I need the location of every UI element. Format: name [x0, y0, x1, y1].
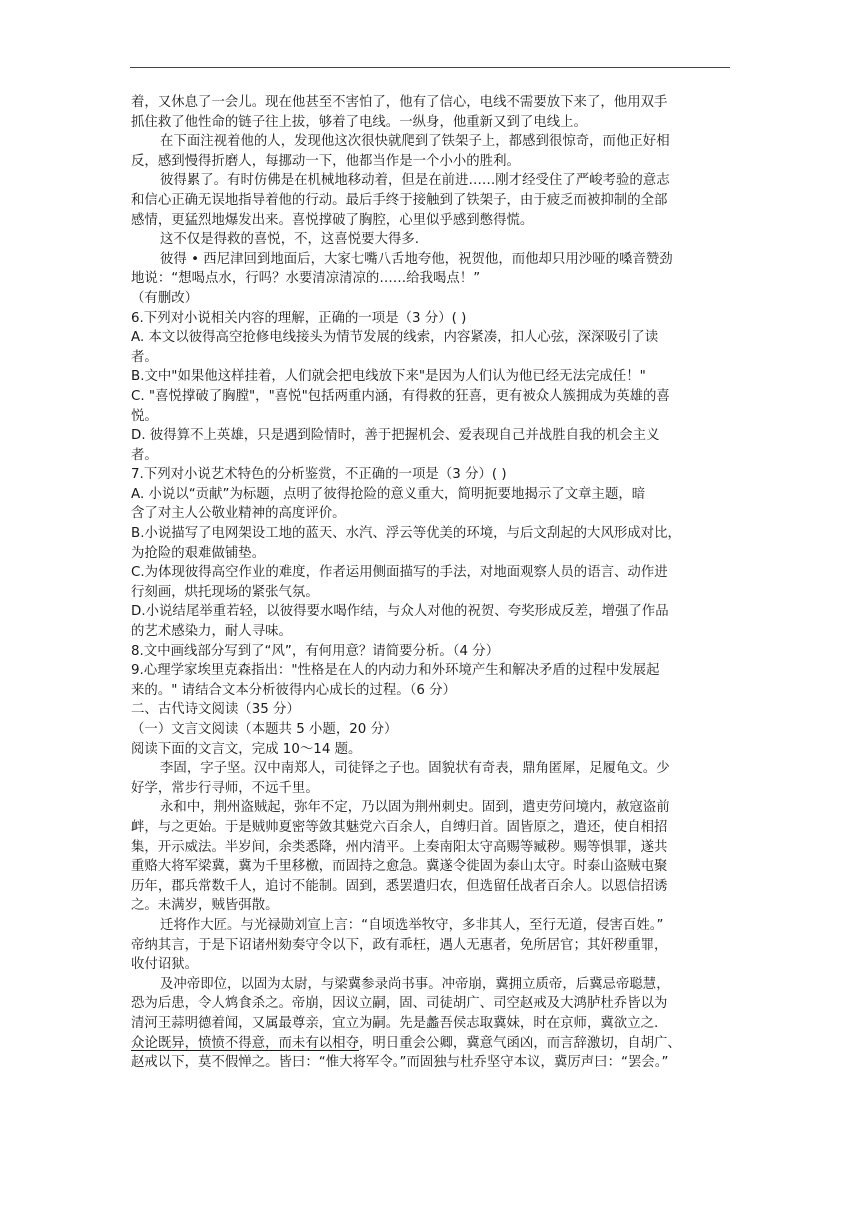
- instruction-line: 阅读下面的文言文，完成 10～14 题。: [131, 741, 362, 757]
- story-line: 这不仅是得救的喜悦，不，这喜悦要大得多.: [160, 232, 420, 248]
- passage-line: 集，开示威法。半岁间，余类悉降，州内清平。上奏南阳太守高赐等臧秽。赐等惧罪，遂共: [131, 839, 668, 855]
- story-line: 着，又休息了一会儿。现在他甚至不害怕了，他有了信心，电线不需要放下来了，他用双手: [131, 95, 668, 110]
- story-line: 感情，更猛烈地爆发出来。喜悦撑破了胸腔，心里似乎感到憋得慌。: [131, 212, 534, 228]
- story-line: 抓住救了他性命的链子往上拔，够着了电线。一纵身，他重新又到了电线上。: [131, 114, 587, 130]
- option-line: B.小说描写了电网架设工地的蓝天、水汽、浮云等优美的环境，与后文刮起的大风形成对比，: [131, 526, 681, 542]
- option-line: C.为体现彼得高空作业的难度，作者运用侧面描写的手法，对地面观察人员的语言、动作进: [131, 565, 668, 581]
- passage-line: 收付诏狱。: [131, 957, 199, 973]
- question-7: 7.下列对小说艺术特色的分析鉴赏，不正确的一项是（3 分）( ): [131, 467, 507, 483]
- option-line: A. 小说以“贡献”为标题，点明了彼得抢险的意义重大，简明扼要地揭示了文章主题，暗: [131, 486, 646, 502]
- passage-line: 及冲帝即位，以固为太尉，与梁冀参录尚书事。冲帝崩，冀拥立质帝，后冀忌帝聪慧，: [160, 976, 670, 992]
- story-line: 反，感到慢得折磨人，每挪动一下，他都当作是一个小小的胜利。: [131, 153, 520, 169]
- header-rule: [130, 67, 730, 68]
- option-line: D. 彼得算不上英雄，只是遇到险情时，善于把握机会、爱表现自己并战胜自我的机会主义: [131, 428, 660, 444]
- question-6: 6.下列对小说相关内容的理解，正确的一项是（3 分）( ): [131, 310, 467, 326]
- story-line: 彼得 • 西尼津回到地面后，大家七嘴八舌地夸他，祝贺他，而他却只用沙哑的嗓音赞劲: [160, 251, 673, 267]
- section-heading: 二、古代诗文阅读（35 分）: [131, 702, 300, 718]
- passage-line: 帝纳其言，于是下诏诸州劾奏守令以下，政有乖枉，遇人无惠者，免所居官；其奸秽重罪，: [131, 937, 668, 953]
- question-9-cont: 来的。" 请结合文本分析彼得内心成长的过程。（6 分）: [131, 682, 457, 698]
- passage-line: 恐为后患，令人鸩食杀之。帝崩，因议立嗣，固、司徒胡广、司空赵戒及大鸿胪杜乔皆以为: [131, 996, 668, 1012]
- option-line: 行刻画，烘托现场的紧张气氛。: [131, 584, 319, 600]
- option-line: 悦。: [131, 408, 158, 424]
- option-line: C. "喜悦撑破了胸膛"，"喜悦"包括两重内涵，有得救的狂喜，更有被众人簇拥成为英雄的喜: [131, 388, 670, 404]
- question-8: 8.文中画线部分写到了“风”，有何用意？请简要分析。（4 分）: [131, 643, 500, 659]
- question-9: 9.心理学家埃里克森指出："性格是在人的内动力和外环境产生和解决矛盾的过程中发展起: [131, 663, 660, 679]
- passage-line: 之。未满岁，贼皆弭散。: [131, 898, 279, 914]
- source-note: （有删改）: [131, 290, 199, 306]
- passage-line: 衅，与之更始。于是贼帅夏密等敛其魅党六百余人，自缚归首。固皆原之，遣还，使自相招: [131, 819, 668, 835]
- story-line: 和信心正确无误地指导着他的行动。最后手终于接触到了铁架子，由于疲乏而被抑制的全部: [131, 192, 668, 208]
- option-line: B.文中"如果他这样挂着，人们就会把电线放下来"是因为人们认为他已经无法完成任！": [131, 369, 646, 385]
- passage-line: 清河王蒜明德着闻，又属最尊亲，宜立为嗣。先是蠡吾侯志取冀妹，时在京师，冀欲立之.: [131, 1015, 659, 1031]
- document-body: [131, 93, 731, 1073]
- passage-line: 李固，字子坚。汉中南郑人，司徒铎之子也。固貌状有奇表，鼎角匿犀，足履龟文。少: [160, 761, 670, 777]
- passage-line: 永和中，荆州盗贼起，弥年不定，乃以固为荆州刺史。固到，遣吏劳问境内，赦寇盗前: [160, 800, 670, 816]
- passage-line: 迁将作大匠。与光禄勋刘宣上言：“自顷选举牧守，多非其人，至行无道，侵害百姓。”: [160, 917, 664, 933]
- option-line: 含了对主人公敬业精神的高度评价。: [131, 506, 346, 522]
- passage-line: 重赂大将军梁冀，冀为千里移檄，而固持之愈急。冀遂令徙固为泰山太守。时泰山盗贼屯聚: [131, 859, 668, 875]
- passage-line: 赵戒以下，莫不假惮之。皆曰：“惟大将军令。”而固独与杜乔坚守本议，冀厉声曰：“罢会。”: [131, 1055, 669, 1071]
- option-line: 者。: [131, 447, 158, 463]
- story-line: 在下面注视着他的人，发现他这次很快就爬到了铁架子上，都感到很惊奇，而他正好相: [160, 134, 670, 150]
- option-line: D.小说结尾举重若轻，以彼得要水喝作结，与众人对他的祝贺、夸奖形成反差，增强了作品: [131, 604, 669, 620]
- option-line: 者。: [131, 349, 158, 365]
- option-line: 的艺术感染力，耐人寻味。: [131, 624, 292, 640]
- option-line: A. 本文以彼得高空抢修电线接头为情节发展的线索，内容紧凑，扣人心弦，深深吸引了读: [131, 330, 659, 346]
- passage-line: [131, 1034, 731, 1054]
- story-line: 地说：“想喝点水，行吗？水要清凉清凉的……给我喝点！”: [131, 271, 481, 287]
- option-line: 为抢险的艰难做铺垫。: [131, 545, 266, 561]
- story-line: 彼得累了。有时仿佛是在机械地移动着，但是在前进……刚才经受住了严峻考验的意志: [160, 173, 670, 189]
- passage-line: 历年，郡兵常数千人，追讨不能制。固到，悉罢遣归农，但选留任战者百余人。以恩信招诱: [131, 878, 668, 894]
- passage-line: 好学，常步行寻师，不远千里。: [131, 780, 319, 796]
- underlined-sentence: 众论既异，愤愤不得意，而未有以相夺: [131, 1035, 359, 1051]
- passage-fragment: ，明日重会公卿，冀意气函凶，而言辞激切，自胡广、: [358, 1035, 681, 1051]
- subsection-heading: （一）文言文阅读（本题共 5 小题，20 分）: [131, 722, 398, 737]
